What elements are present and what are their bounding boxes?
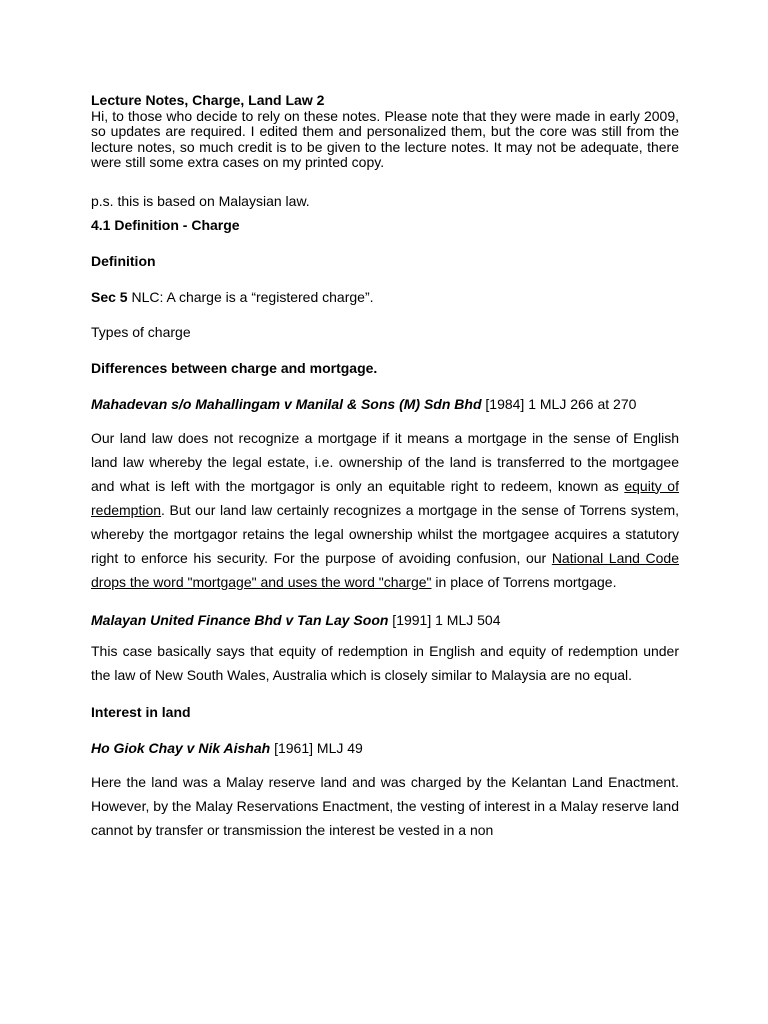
sec5-label: Sec 5 [91, 288, 128, 305]
interest-heading: Interest in land [91, 703, 191, 720]
intro-paragraph: Hi, to those who decide to rely on these notes. Please note that they were made in early 2009, so updates are required. I edited them and personalized them, but the core was still from the lecture notes, so much credit is to be given to the lecture notes. It may not be adequate, there were still some extra cases on my printed copy. [91, 107, 679, 170]
document-content [91, 93, 679, 842]
para1-text-c: in place of Torrens mortgage. [431, 573, 617, 590]
case-citation-1 [91, 396, 679, 412]
case-citation-2 [91, 612, 679, 628]
case-citation: [1984] 1 MLJ 266 at 270 [481, 395, 637, 412]
case-name: Malayan United Finance Bhd v Tan Lay Soon [91, 611, 389, 628]
sec5-text: NLC: A charge is a “registered charge”. [127, 288, 374, 305]
case-citation: [1991] 1 MLJ 504 [388, 611, 501, 628]
body-paragraph-2: This case basically says that equity of redemption in English and equity of redemption under the law of New South Wales, Australia which is closely similar to Malaysia are no equal. [91, 642, 679, 683]
differences-heading: Differences between charge and mortgage. [91, 359, 378, 376]
case-citation: [1961] MLJ 49 [270, 739, 363, 756]
document-title: Lecture Notes, Charge, Land Law 2 [91, 92, 325, 108]
ps-note: p.s. this is based on Malaysian law. [91, 192, 310, 209]
case-name: Ho Giok Chay v Nik Aishah [91, 739, 271, 756]
nlc-charge-underlined: National Land Code drops the word "mortgage" and uses the word "charge" [91, 549, 680, 590]
types-of-charge: Types of charge [91, 323, 191, 340]
sec5-paragraph [91, 289, 679, 305]
equity-of-redemption-underlined: equity of redemption [91, 477, 679, 518]
section-heading: 4.1 Definition - Charge [91, 216, 240, 233]
body-paragraph-3: Here the land was a Malay reserve land and was charged by the Kelantan Land Enactment. However, by the Malay Reservations Enactment, the vesting of interest in a Malay reserve land cannot by transfer or transmission the interest be vested in a non [91, 773, 679, 838]
para1-text-b: . But our land law certainly recognizes a mortgage in the sense of Torrens system, whereby the mortgagor retains the legal ownership whilst the mortgagee acquires a statutory right to enforce his security. For the purpose of avoiding confusion, our [91, 501, 679, 566]
case-name: Mahadevan s/o Mahallingam v Manilal & Sons (M) Sdn Bhd [91, 395, 482, 412]
body-paragraph-1 [91, 426, 679, 594]
intro-block [91, 93, 679, 171]
para1-text-a: Our land law does not recognize a mortgage if it means a mortgage in the sense of English land law whereby the legal estate, i.e. ownership of the land is transferred to the mortgagee and what is left with the mortgagor is only an equitable right to redeem, known as [91, 429, 679, 494]
case-citation-3 [91, 740, 679, 756]
definition-heading: Definition [91, 252, 156, 269]
